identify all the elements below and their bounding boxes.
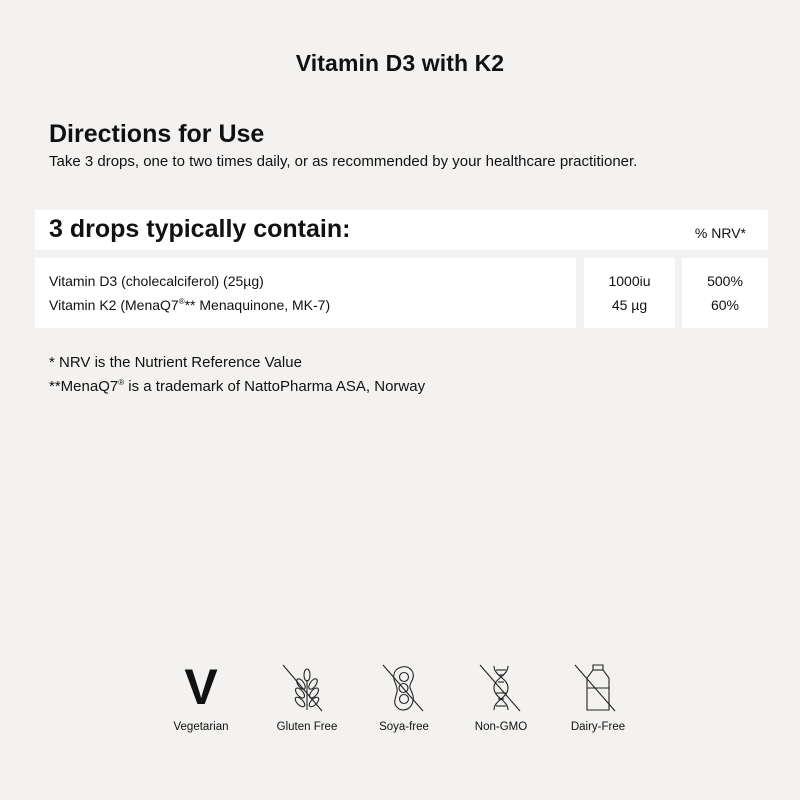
soya-free-icon [359,662,449,712]
badge-dairy-free [553,662,643,733]
nutrient-nrv-cell [682,258,768,328]
page-title: Vitamin D3 with K2 [295,50,505,76]
nutrition-table-header [35,210,768,250]
badge-soya-free [359,662,449,733]
badge-non-gmo [456,662,546,733]
badge-label-gluten-free: Gluten Free [276,721,338,733]
non-gmo-icon [456,662,546,712]
gluten-free-icon [262,662,352,712]
vegetarian-icon: V [184,659,218,715]
badge-label-soya-free: Soya-free [379,721,429,733]
table-header-nrv: % NRV* [694,225,746,241]
nutrient-nrv-k2: 60% [710,297,740,313]
table-header-title: 3 drops typically contain: [49,215,351,243]
nutrient-amounts-cell [584,258,675,328]
footnote-trademark: **MenaQ7® is a trademark of NattoPharma ASA, Norway [49,378,426,395]
nutrient-amount-k2: 45 µg [611,297,648,313]
nutrient-name-k2: Vitamin K2 (MenaQ7®** Menaquinone, MK-7) [49,297,331,313]
directions-heading: Directions for Use [49,120,265,148]
directions-text: Take 3 drops, one to two times daily, or as recommended by your healthcare practitioner. [49,153,638,170]
nutrient-amount-d3: 1000iu [608,273,651,289]
nutrient-names-cell [35,258,576,328]
nutrient-name-d3: Vitamin D3 (cholecalciferol) (25µg) [49,273,264,289]
nutrient-nrv-d3: 500% [707,273,743,289]
badge-label-vegetarian: Vegetarian [173,721,229,733]
badge-vegetarian [156,659,246,733]
dairy-free-icon [553,662,643,712]
badge-gluten-free [262,662,352,733]
badge-label-dairy-free: Dairy-Free [570,721,626,733]
badge-label-non-gmo: Non-GMO [474,721,528,733]
footnote-nrv: * NRV is the Nutrient Reference Value [49,354,302,371]
